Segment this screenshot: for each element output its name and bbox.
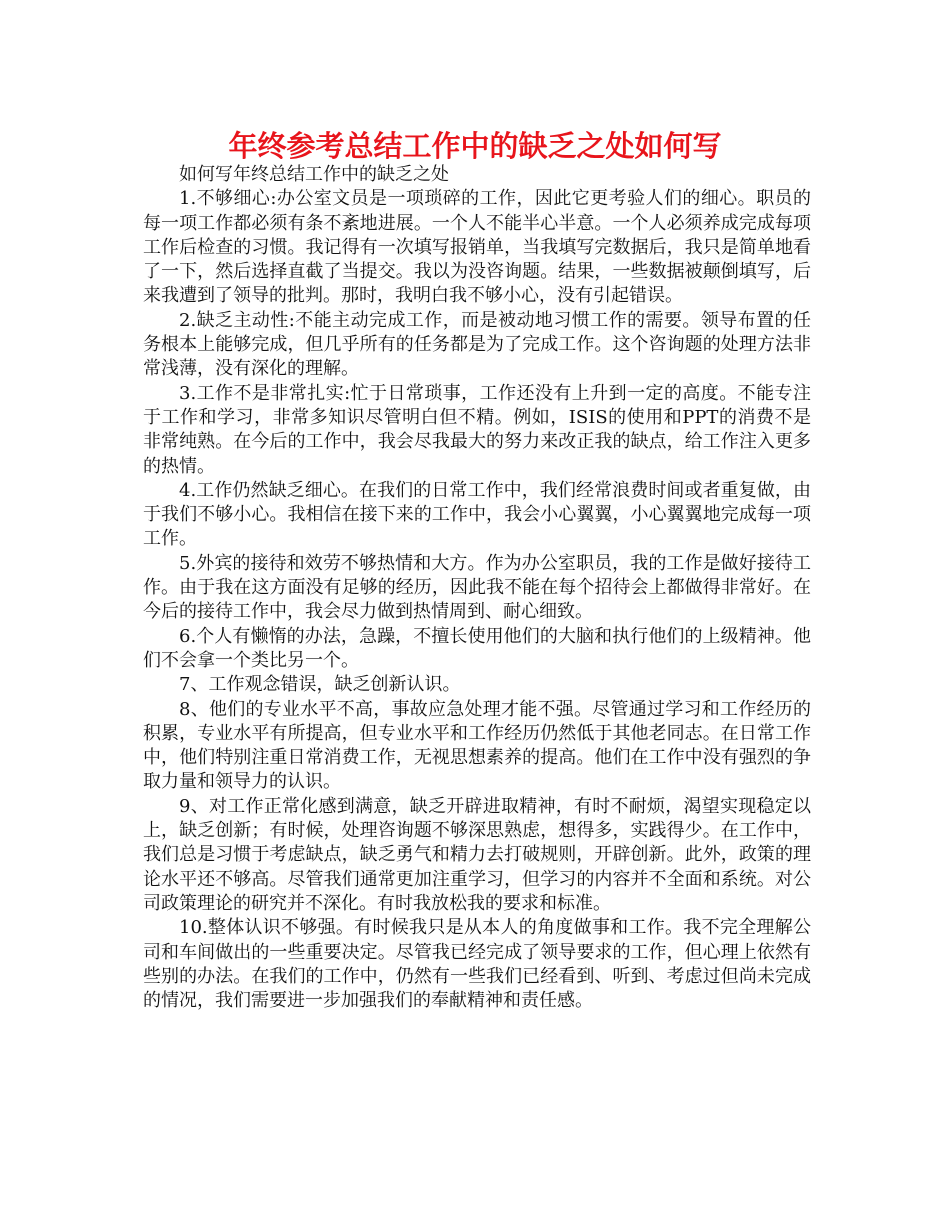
paragraph-5: 5.外宾的接待和效劳不够热情和大方。作为办公室职员，我的工作是做好接待工作。由于我在这方面没有足够的经历，因此我不能在每个招待会上都做得非常好。在今后的接待工作中，我会尽力做到热情周到、耐心细致。 (143, 552, 811, 623)
paragraph-1: 1.不够细心:办公室文员是一项琐碎的工作，因此它更考验人们的细心。职员的每一项工作都必须有条不紊地进展。一个人不能半心半意。一个人必须养成完成每项工作后检查的习惯。我记得有一次填写报销单，当我填写完数据后，我只是简单地看了一下，然后选择直截了当提交。我以为没咨询题。结果，一些数据被颠倒填写，后来我遭到了领导的批判。那时，我明白我不够小心，没有引起错误。 (143, 188, 811, 307)
paragraph-7: 7、工作观念错误，缺乏创新认识。 (179, 674, 461, 696)
paragraph-3: 3.工作不是非常扎实:忙于日常琐事，工作还没有上升到一定的高度。不能专注于工作和学习，非常多知识尽管明白但不精。例如，ISIS的使用和PPT的消费不是非常纯熟。在今后的工作中，我会尽我最大的努力来改正我的缺点，给工作注入更多的热情。 (143, 382, 811, 477)
document-title: 年终参考总结工作中的缺乏之处如何写 (228, 129, 722, 163)
paragraph-8: 8、他们的专业水平不高，事故应急处理才能不强。尽管通过学习和工作经历的积累，专业水平有所提高，但专业水平和工作经历仍然低于其他老同志。在日常工作中，他们特别注重日常消费工作，无视思想素养的提高。他们在工作中没有强烈的争取力量和领导力的认识。 (143, 698, 811, 793)
paragraph-2: 2.缺乏主动性:不能主动完成工作，而是被动地习惯工作的需要。领导布置的任务根本上能够完成，但几乎所有的任务都是为了完成工作。这个咨询题的处理方法非常浅薄，没有深化的理解。 (143, 309, 811, 380)
paragraph-10: 10.整体认识不够强。有时候我只是从本人的角度做事和工作。我不完全理解公司和车间做出的一些重要决定。尽管我已经完成了领导要求的工作，但心理上依然有些别的办法。在我们的工作中，仍然有一些我们已经看到、听到、考虑过但尚未完成的情况，我们需要进一步加强我们的奉献精神和责任感。 (143, 917, 811, 1012)
document-body (143, 163, 811, 1013)
subtitle-paragraph: 如何写年终总结工作中的缺乏之处 (179, 164, 449, 185)
paragraph-4: 4.工作仍然缺乏细心。在我们的日常工作中，我们经常浪费时间或者重复做，由于我们不够小心。我相信在接下来的工作中，我会小心翼翼，小心翼翼地完成每一项工作。 (143, 479, 811, 550)
paragraph-9: 9、对工作正常化感到满意，缺乏开辟进取精神，有时不耐烦，渴望实现稳定以上，缺乏创新；有时候，处理咨询题不够深思熟虑，想得多，实践得少。在工作中，我们总是习惯于考虑缺点，缺乏勇气和精力去打破规则，开辟创新。此外，政策的理论水平还不够高。尽管我们通常更加注重学习，但学习的内容并不全面和系统。对公司政策理论的研究并不深化。有时我放松我的要求和标准。 (143, 795, 811, 914)
paragraph-6: 6.个人有懒惰的办法，急躁，不擅长使用他们的大脑和执行他们的上级精神。他们不会拿一个类比另一个。 (143, 625, 811, 671)
